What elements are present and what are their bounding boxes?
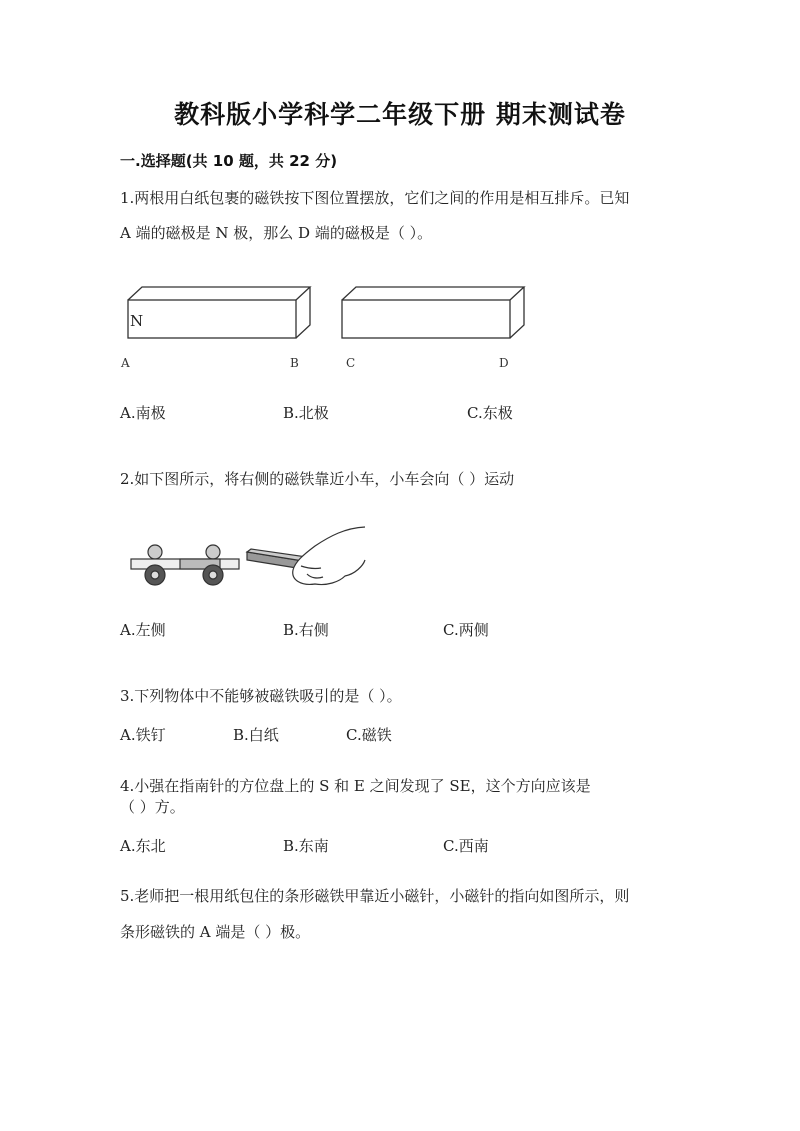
q2-option-a[interactable]: A.左侧 (120, 621, 166, 639)
car-wheel-back-right (206, 545, 220, 559)
question-4-line-1: 4.小强在指南针的方位盘上的 S 和 E 之间发现了 SE，这个方向应该是 (120, 777, 591, 795)
hand (293, 527, 365, 585)
car-wheel-back-left (148, 545, 162, 559)
label-c: C (346, 356, 356, 370)
car-magnet-figure (125, 522, 375, 594)
q2-option-c[interactable]: C.两侧 (443, 621, 489, 639)
question-2-line-1: 2.如下图所示，将右侧的磁铁靠近小车，小车会向（ ）运动 (120, 470, 515, 488)
magnet-left-top (128, 287, 310, 300)
question-4-line-2: （ ）方。 (120, 798, 185, 816)
magnet-left-front (128, 300, 296, 338)
magnet-right-side (510, 287, 524, 338)
q2-option-b[interactable]: B.右侧 (283, 621, 329, 639)
section-heading: 一.选择题(共 10 题，共 22 分) (120, 152, 338, 170)
magnet-right-front (342, 300, 510, 338)
q1-option-a[interactable]: A.南极 (120, 404, 166, 422)
n-pole-label: N (130, 312, 144, 330)
question-3-line-1: 3.下列物体中不能够被磁铁吸引的是（ ）。 (120, 687, 402, 705)
label-a: A (121, 356, 130, 370)
q4-option-a[interactable]: A.东北 (120, 837, 166, 855)
question-1-line-1: 1.两根用白纸包裹的磁铁按下图位置摆放，它们之间的作用是相互排斥。已知 (120, 189, 630, 207)
question-5-line-1: 5.老师把一根用纸包住的条形磁铁甲靠近小磁针，小磁针的指向如图所示，则 (120, 887, 630, 905)
label-d: D (499, 356, 509, 370)
magnet-left-side (296, 287, 310, 338)
q3-option-b[interactable]: B.白纸 (233, 726, 279, 744)
q1-option-c[interactable]: C.东极 (467, 404, 513, 422)
question-1-line-2: A 端的磁极是 N 极，那么 D 端的磁极是（ ）。 (120, 224, 433, 242)
magnet-right-top (342, 287, 524, 300)
q4-option-c[interactable]: C.西南 (443, 837, 489, 855)
q3-option-c[interactable]: C.磁铁 (346, 726, 392, 744)
label-b: B (290, 356, 299, 370)
hand-with-magnet (247, 527, 365, 585)
q4-option-b[interactable]: B.东南 (283, 837, 329, 855)
question-5-line-2: 条形磁铁的 A 端是（ ）极。 (120, 923, 311, 941)
q1-option-b[interactable]: B.北极 (283, 404, 329, 422)
toy-car (131, 545, 239, 585)
page-title: 教科版小学科学二年级下册 期末测试卷 (174, 100, 626, 129)
q3-option-a[interactable]: A.铁钉 (120, 726, 166, 744)
magnets-figure (120, 280, 540, 350)
